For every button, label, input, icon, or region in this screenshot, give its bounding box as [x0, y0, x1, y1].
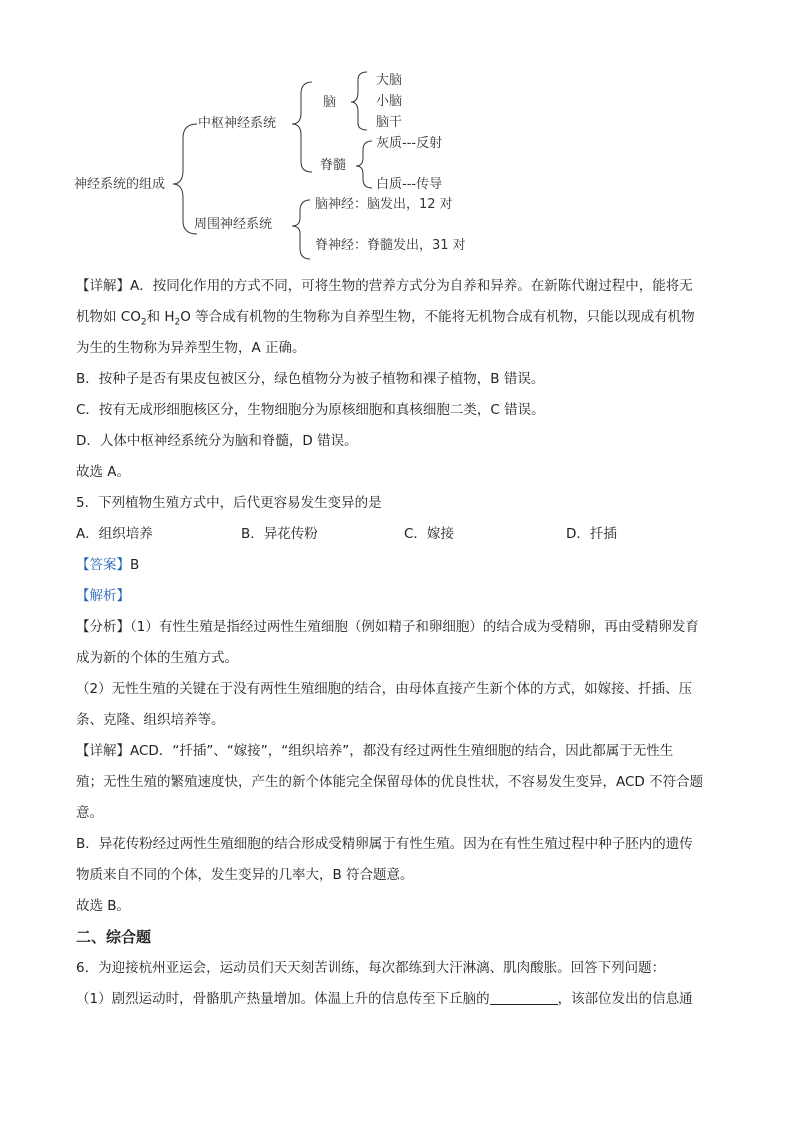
- fx-line1: [76, 612, 736, 643]
- h2o-subscript: 2: [174, 317, 181, 328]
- pns-brace: [292, 200, 310, 259]
- xiangjie-tag: 【详解】: [76, 743, 130, 759]
- q5-option-b: B．异花传粉: [241, 526, 318, 542]
- q6-part1-text-a: （1）剧烈运动时，骨骼肌产热量增加。体温上升的信息传至下丘脑的: [76, 991, 490, 1007]
- spinal-brace: [356, 141, 372, 188]
- q5-answer: B: [130, 557, 140, 573]
- p1-line1: [76, 271, 736, 302]
- co2-subscript: 2: [140, 317, 147, 328]
- q5-answer-line: [76, 550, 736, 581]
- diagram-gray-matter-label: 灰质---反射: [376, 136, 443, 151]
- p1-option-d: D．人体中枢神经系统分为脑和脊髓，D 错误。: [76, 433, 358, 449]
- q5-option-a: A．组织培养: [76, 526, 153, 542]
- detail-tag: 【详解】: [76, 278, 130, 294]
- diagram-root-label: 神经系统的组成: [74, 177, 166, 192]
- diagram-cranial-label: 脑神经：脑发出，12 对: [315, 197, 453, 212]
- q5-stem: 5．下列植物生殖方式中，后代更容易发生变异的是: [76, 495, 382, 511]
- p1-option-c: C．按有无成形细胞核区分，生物细胞分为原核细胞和真核细胞二类，C 错误。: [76, 402, 545, 418]
- p1-text1: A．按同化作用的方式不同，可将生物的营养方式分为自养和异养。在新陈代谢过程中，能将无: [130, 278, 693, 294]
- fx-text1: （1）有性生殖是指经过两性生殖细胞（例如精子和卵细胞）的结合成为受精卵，再由受精卵发育: [130, 619, 699, 635]
- q5-option-c: C．嫁接: [404, 526, 454, 542]
- diagram-cns-label: 中枢神经系统: [198, 116, 277, 131]
- fx-line3: （2）无性生殖的关键在于没有两性生殖细胞的结合，由母体直接产生新个体的方式，如嫁接、扦插、压: [76, 681, 693, 697]
- q6-part1: [76, 984, 736, 1015]
- section-title: 二、综合题: [76, 928, 152, 946]
- brain-brace: [351, 72, 367, 130]
- q6-part1-text-b: ，该部位发出的信息通: [557, 991, 693, 1007]
- question-4-explanation: [76, 271, 736, 1015]
- q5-options: [76, 519, 736, 550]
- diagram-brainstem-label: 脑干: [376, 115, 403, 130]
- p1-answer: 故选 A。: [76, 464, 131, 480]
- p1-text2a: 机物如 CO: [76, 309, 141, 325]
- q5-final: 故选 B。: [76, 898, 131, 914]
- diagram-spinal-nerve-label: 脊神经：脊髓发出，31 对: [315, 238, 466, 253]
- fx-line4: 条、克隆、组织培养等。: [76, 712, 225, 728]
- diagram-brackets: [60, 66, 520, 266]
- diagram-cerebrum-label: 大脑: [376, 73, 403, 88]
- diagram-spinal-cord-label: 脊髓: [320, 158, 347, 173]
- p1-line2: [76, 302, 736, 333]
- xj-line3: 意。: [76, 805, 103, 821]
- diagram-white-matter-label: 白质---传导: [376, 177, 443, 192]
- diagram-cerebellum-label: 小脑: [376, 94, 403, 109]
- xj-line4: B．异花传粉经过两性生殖细胞的结合形成受精卵属于有性生殖。因为在有性生殖过程中种子胚内的遗传: [76, 836, 693, 852]
- xj-line1: [76, 736, 736, 767]
- answer-blank: [490, 990, 558, 1005]
- p1-text2b: 和 H: [146, 309, 175, 325]
- xj-line2: 殖；无性生殖的繁殖速度快，产生的新个体能完全保留母体的优良性状，不容易发生变异，ACD 不符合题: [76, 774, 704, 790]
- fx-line2: 成为新的个体的生殖方式。: [76, 650, 238, 666]
- p1-text2c: O 等合成有机物的生物称为自养型生物，不能将无机物合成有机物，只能以现成有机物: [180, 309, 695, 325]
- xj-line5: 物质来自不同的个体，发生变异的几率大，B 符合题意。: [76, 867, 414, 883]
- p1-option-b: B．按种子是否有果皮包被区分，绿色植物分为被子植物和裸子植物，B 错误。: [76, 371, 545, 387]
- xj-text1: ACD．“扦插”、“嫁接”，“组织培养”，都没有经过两性生殖细胞的结合，因此都属于无性生: [130, 743, 674, 759]
- analysis-tag: 【解析】: [76, 588, 130, 604]
- nervous-system-diagram: [60, 66, 520, 266]
- p1-line3: 为生的生物称为异养型生物，A 正确。: [76, 340, 306, 356]
- diagram-pns-label: 周围神经系统: [194, 217, 273, 232]
- cns-brace: [292, 82, 312, 172]
- q5-option-d: D．扦插: [566, 526, 617, 542]
- q6-stem: 6．为迎接杭州亚运会，运动员们天天刻苦训练，每次都练到大汗淋漓、肌肉酸胀。回答下列问题：: [76, 960, 666, 976]
- diagram-brain-label: 脑: [323, 95, 337, 110]
- fenxi-tag: 【分析】: [76, 619, 130, 635]
- answer-tag: 【答案】: [76, 557, 130, 573]
